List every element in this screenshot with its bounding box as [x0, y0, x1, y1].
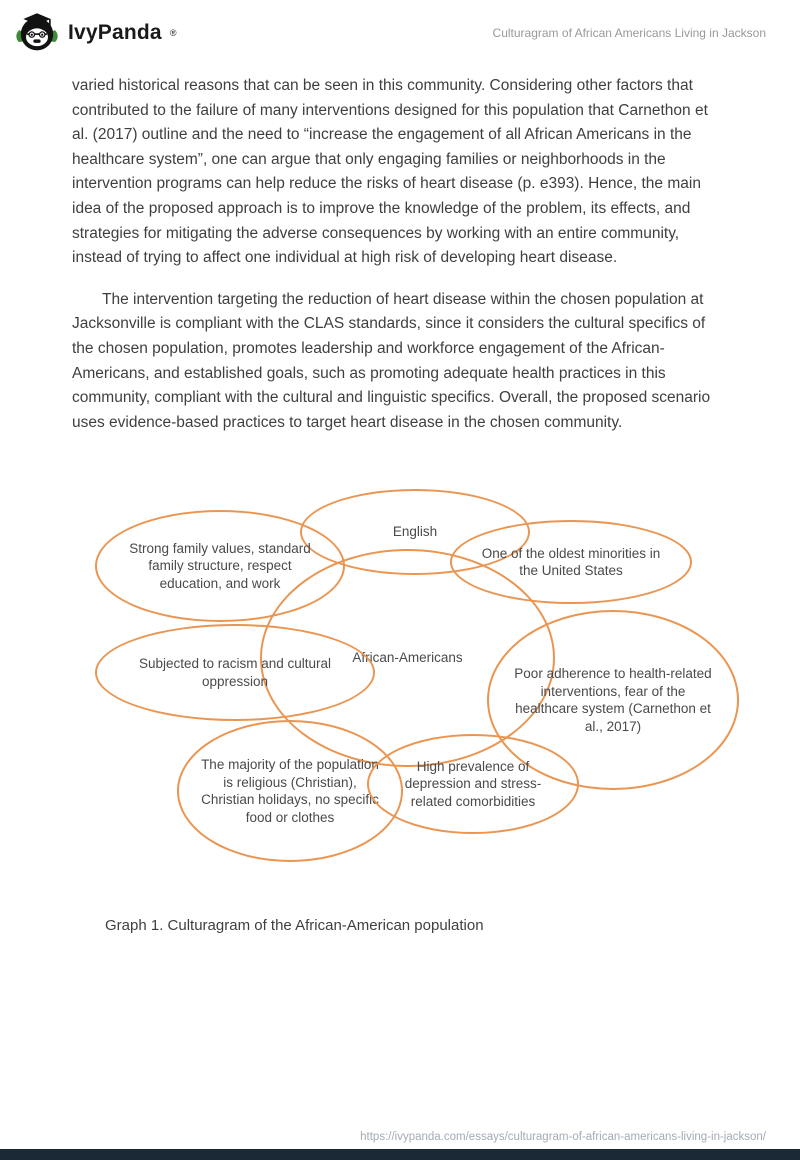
registered-mark: ® [169, 28, 177, 38]
brand-name: IvyPanda [68, 21, 162, 44]
diagram-node-label: English [392, 524, 438, 540]
source-url-link[interactable]: https://ivypanda.com/essays/culturagram-of-african-americans-living-in-jackson/ [360, 1131, 766, 1143]
figure-caption: Graph 1. Culturagram of the African-American population [105, 917, 484, 935]
paragraph-1: varied historical reasons that can be seen in this community. Considering other factors that contributed to the failure of many interventions designed for this population that Carnethon et al. (2017) outline and the need to “increase the engagement of all African Americans in the healthcare system”, one can argue that only engaging families or neighborhoods in the intervention programs can help reduce the risks of heart disease (p. e393). Hence, the main idea of the proposed approach is to improve the knowledge of the problem, its effects, and strategies for mitigating the adverse consequences by working with an entire community, instead of trying to affect one individual at high risk of developing heart disease. [72, 77, 708, 267]
ivypanda-panda-icon [14, 8, 60, 59]
bottom-bar [0, 1149, 800, 1160]
diagram-node-label: High prevalence of depression and stress-related comorbidities [404, 758, 542, 810]
brand-logo[interactable] [14, 8, 176, 59]
page-title: Culturagram of African Americans Living in Jackson [492, 26, 766, 40]
article-body [0, 62, 800, 934]
culturagram-diagram [85, 483, 745, 871]
diagram-node-label: The majority of the population is religious (Christian), Christian holidays, no specific food or clothes [201, 756, 379, 826]
header [0, 0, 800, 62]
diagram-node-label: Subjected to racism and cultural oppression [138, 656, 332, 689]
diagram-node-health-risks [367, 734, 579, 834]
diagram-node-label: African-Americans [352, 650, 463, 666]
diagram-node-label: Poor adherence to health-related interventions, fear of the healthcare system (Carnethon et al., 2017) [514, 665, 712, 735]
diagram-node-label: One of the oldest minorities in the United States [481, 545, 661, 579]
diagram-node-discrimination [95, 624, 375, 721]
diagram-node-label: Strong family values, standard family structure, respect education, and work [129, 540, 311, 592]
paragraph-2: The intervention targeting the reduction of heart disease within the chosen population at Jacksonville is compliant with the CLAS standards, since it considers the cultural specifics of the chosen population, promotes leadership and workforce engagement of the African-Americans, and established goals, such as promoting adequate health practices in this community, compliant with the cultural and linguistic specifics. Overall, the proposed scenario uses evidence-based practices to target heart disease in the chosen community. [72, 290, 711, 431]
